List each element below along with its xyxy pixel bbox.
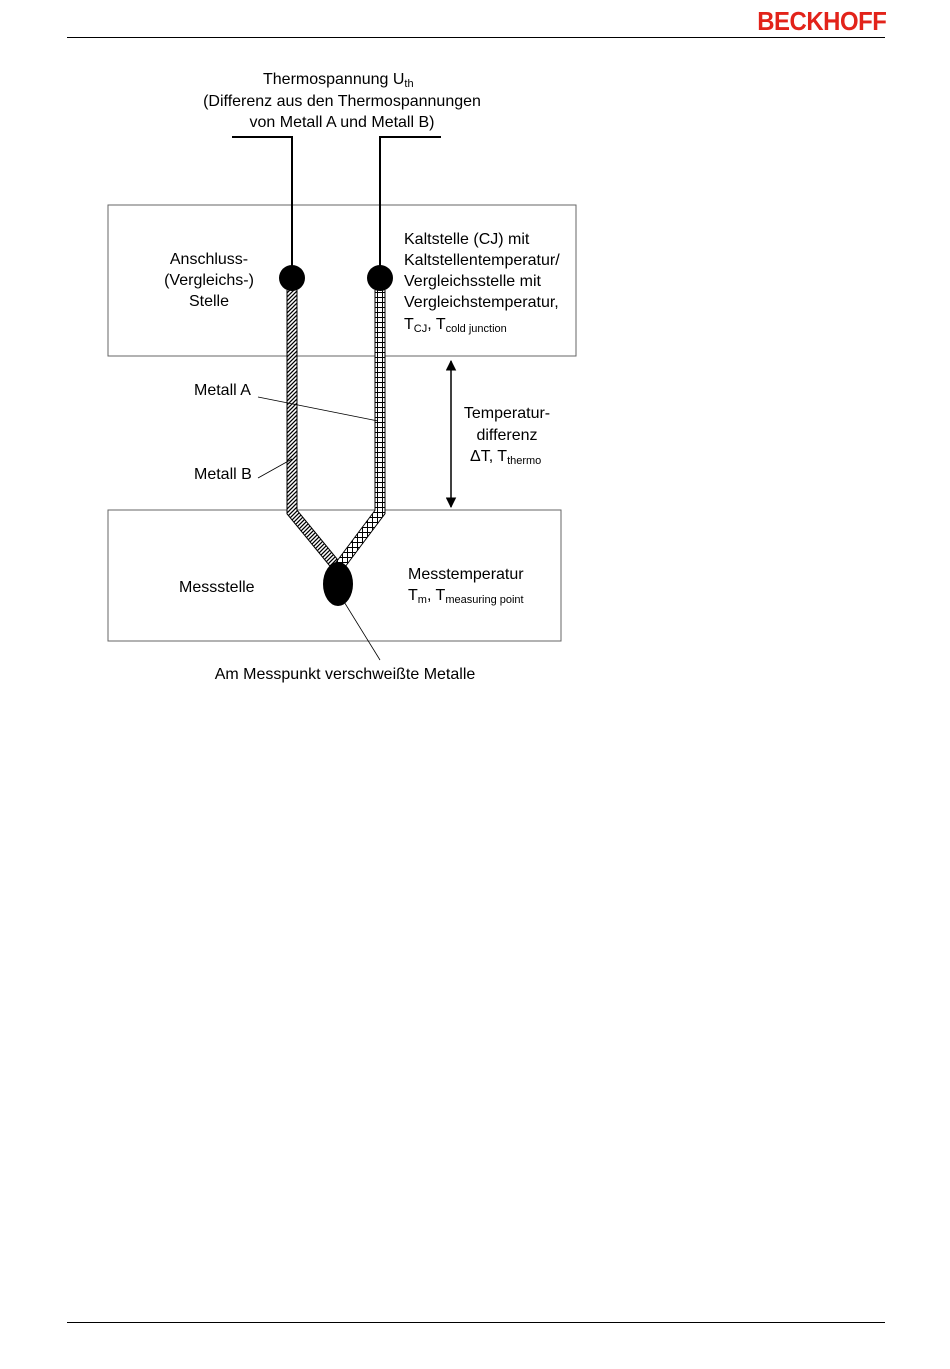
metal-a-leader — [258, 397, 378, 421]
weld-label: Am Messpunkt verschweißte Metalle — [214, 666, 476, 683]
cold-junction-label-line5: TCJ, Tcold junction — [404, 316, 507, 335]
weld-leader — [338, 592, 380, 660]
temp-diff-label-line2: differenz — [476, 427, 538, 444]
measuring-temp-label-line1: Messtemperatur — [408, 566, 524, 583]
cold-junction-label-line1: Kaltstelle (CJ) mit — [404, 231, 530, 248]
connection-point-left — [279, 265, 305, 291]
cold-junction-label-line2: Kaltstellentemperatur/ — [404, 252, 560, 269]
connection-point-right — [367, 265, 393, 291]
metal-a-label: Metall A — [194, 382, 251, 399]
cold-junction-label-line3: Vergleichsstelle mit — [404, 273, 541, 290]
voltage-title-line2: (Differenz aus den Thermospannungen — [203, 93, 481, 110]
temp-diff-label-line1: Temperatur- — [463, 405, 551, 422]
cold-junction-label-line4: Vergleichstemperatur, — [404, 294, 559, 311]
connection-label-line2: (Vergleichs-) — [164, 272, 254, 289]
measuring-temp-label-line2: Tm, Tmeasuring point — [408, 587, 524, 606]
measuring-point-label: Messstelle — [179, 579, 255, 596]
temp-diff-label-line3: ΔT, Tthermo — [470, 448, 542, 467]
connection-label-line1: Anschluss- — [169, 251, 249, 268]
metal-b-label: Metall B — [194, 466, 252, 483]
connection-label-line3: Stelle — [188, 293, 230, 310]
voltage-title-line1: Thermospannung Uth — [263, 71, 414, 90]
beckhoff-logo: BECKHOFF — [756, 6, 886, 36]
weld-point — [323, 562, 353, 606]
voltage-title-line3: von Metall A und Metall B) — [249, 114, 435, 131]
